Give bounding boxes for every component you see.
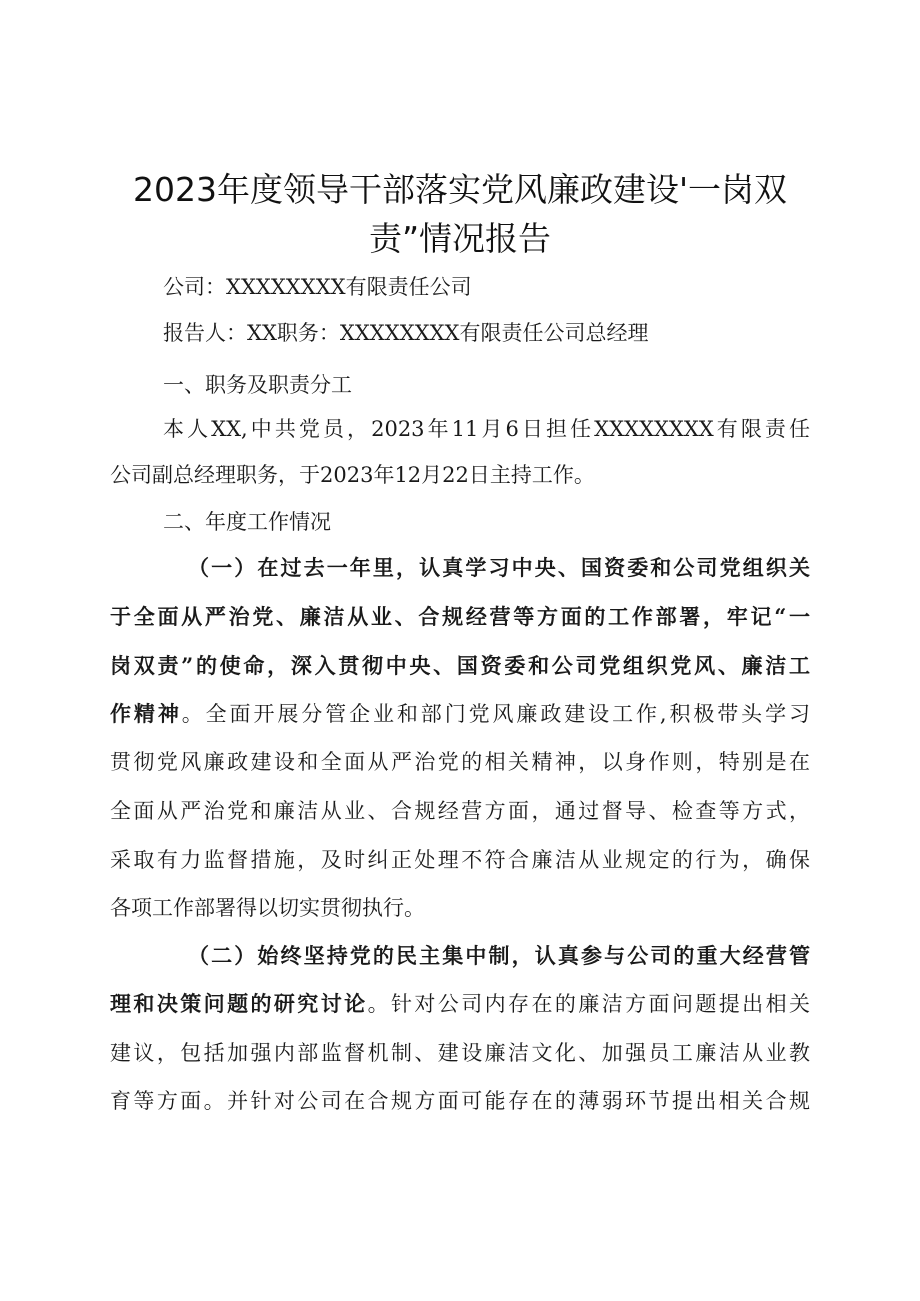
subsection-1-mixed-line	[110, 699, 810, 729]
document-title-line-2: 责”情况报告	[368, 219, 552, 258]
subsection-2-text: 。针对公司内存在的廉洁方面问题提出相关	[367, 992, 811, 1016]
subsection-1-bold-tail: 作精神	[110, 701, 182, 726]
subsection-2-text-line: 育等方面。并针对公司在合规方面可能存在的薄弱环节提出相关合规	[110, 1089, 810, 1113]
company-line: 公司：XXXXXXXX有限责任公司	[163, 275, 472, 299]
subsection-2-bold-line: （二）始终坚持党的民主集中制，认真参与公司的重大经营管	[188, 943, 810, 968]
subsection-1-bold-line: 于全面从严治党、廉洁从业、合规经营等方面的工作部署，牢记“一	[110, 604, 810, 629]
document-title-line-1: 2023年度领导干部落实党风廉政建设'一岗双	[132, 170, 788, 209]
subsection-1-text: 。全面开展分管企业和部门党风廉政建设工作,积极带头学习	[181, 702, 810, 726]
section-2-heading: 二、年度工作情况	[163, 510, 331, 534]
section-1-paragraph-line: 公司副总经理职务，于2023年12月22日主持工作。	[110, 463, 595, 487]
subsection-1-text-line: 贯彻党风廉政建设和全面从严治党的相关精神，以身作则，特别是在	[110, 750, 810, 774]
subsection-1-text-line: 各项工作部署得以切实贯彻执行。	[110, 896, 425, 920]
section-1-heading: 一、职务及职责分工	[163, 373, 352, 397]
subsection-1-bold-line: （一）在过去一年里，认真学习中央、国资委和公司党组织关	[188, 555, 810, 580]
subsection-2-text-line: 建议，包括加强内部监督机制、建设廉洁文化、加强员工廉洁从业教	[110, 1041, 810, 1065]
section-1-paragraph-line: 本人XX,中共党员，2023年11月6日担任XXXXXXXX有限责任	[163, 417, 810, 441]
subsection-1-text-line: 采取有力监督措施，及时纠正处理不符合廉洁从业规定的行为，确保	[110, 848, 810, 872]
subsection-1-bold-line: 岗双责”的使命，深入贯彻中央、国资委和公司党组织党风、廉洁工	[110, 653, 810, 678]
subsection-1-text-line: 全面从严治党和廉洁从业、合规经营方面，通过督导、检查等方式，	[110, 799, 810, 823]
reporter-line: 报告人：XX职务：XXXXXXXX有限责任公司总经理	[163, 321, 649, 345]
subsection-2-bold-tail: 理和决策问题的研究讨论	[110, 991, 368, 1016]
subsection-2-mixed-line	[110, 989, 810, 1019]
